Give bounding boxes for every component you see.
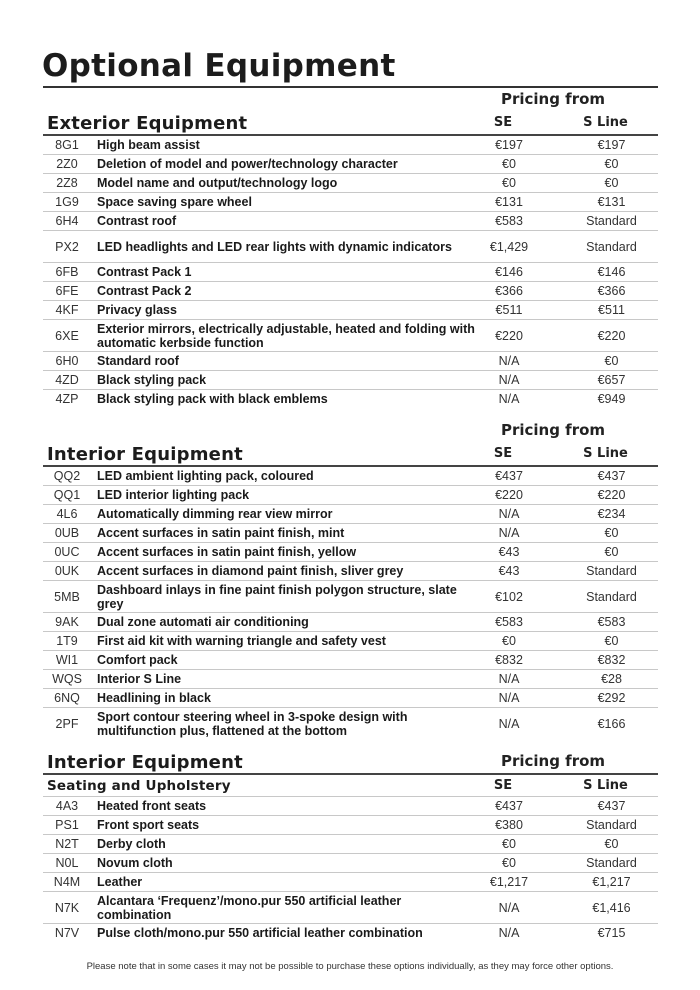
option-code: QQ1 xyxy=(53,488,81,502)
price-se: N/A xyxy=(498,507,520,521)
option-code: 4ZP xyxy=(55,392,79,406)
option-description: First aid kit with warning triangle and safety vest xyxy=(97,634,386,648)
table-row xyxy=(43,562,658,581)
option-description: Headlining in black xyxy=(97,691,211,705)
option-code: N7V xyxy=(54,926,80,940)
option-code: 6XE xyxy=(55,328,79,343)
table-row xyxy=(43,708,658,739)
price-se: €583 xyxy=(495,615,523,629)
equipment-table xyxy=(43,136,658,408)
section-header xyxy=(43,88,658,134)
price-s-line: €437 xyxy=(597,799,626,813)
option-description: Interior S Line xyxy=(97,672,182,686)
option-code: 5MB xyxy=(54,589,80,604)
pricing-from-label: Pricing from xyxy=(500,90,606,108)
price-se: €1,217 xyxy=(489,875,529,889)
table-row xyxy=(43,155,658,174)
option-code: 8G1 xyxy=(55,138,79,152)
option-description: LED headlights and LED rear lights with dynamic indicators xyxy=(97,239,452,254)
interior-equipment-section xyxy=(43,419,658,739)
option-code: N2T xyxy=(55,837,79,851)
option-code: N0L xyxy=(55,856,79,870)
option-code: 4L6 xyxy=(56,507,78,521)
price-s-line: €166 xyxy=(597,716,626,731)
table-row xyxy=(43,581,658,613)
option-description: Leather xyxy=(97,875,143,889)
price-se: €0 xyxy=(502,157,516,171)
option-code: 6FB xyxy=(55,265,79,279)
price-se: €832 xyxy=(495,653,523,667)
option-description: High beam assist xyxy=(97,138,200,152)
option-description: Space saving spare wheel xyxy=(97,195,252,209)
section-subtitle: Seating and Upholstery xyxy=(47,778,231,794)
price-s-line: €511 xyxy=(598,303,625,317)
table-row xyxy=(43,467,658,486)
table-row xyxy=(43,390,658,408)
price-s-line: Standard xyxy=(586,589,637,604)
option-description: Privacy glass xyxy=(97,303,177,317)
option-code: 0UB xyxy=(54,526,80,540)
option-description: Exterior mirrors, electrically adjustable, heated and folding with automatic kerbside function xyxy=(97,321,475,350)
price-s-line: €0 xyxy=(604,837,619,851)
option-description: Alcantara ‘Frequenz’/mono.pur 550 artificial leather combination xyxy=(97,893,402,922)
price-se: €583 xyxy=(495,214,523,228)
option-code: 6NQ xyxy=(54,691,80,705)
table-row xyxy=(43,282,658,301)
option-description: Dashboard inlays in fine paint finish polygon structure, slate grey xyxy=(97,582,457,611)
column-header-se: SE xyxy=(493,778,513,793)
price-se: €43 xyxy=(498,564,520,578)
price-se: €197 xyxy=(495,138,523,152)
option-code: PX2 xyxy=(55,239,79,254)
table-row xyxy=(43,371,658,390)
price-s-line: €234 xyxy=(597,507,626,521)
price-se: €131 xyxy=(495,195,523,209)
table-row xyxy=(43,524,658,543)
option-description: Novum cloth xyxy=(97,856,173,870)
pricing-from-label: Pricing from xyxy=(500,421,606,439)
price-s-line: Standard xyxy=(586,856,637,870)
pricing-from-label: Pricing from xyxy=(500,752,606,770)
price-s-line: Standard xyxy=(586,214,637,228)
price-s-line: €0 xyxy=(604,354,619,368)
column-header-s-line: S Line xyxy=(583,115,628,130)
table-row xyxy=(43,231,658,263)
table-row xyxy=(43,352,658,371)
price-se: N/A xyxy=(498,526,520,540)
option-code: WQS xyxy=(52,672,82,686)
price-se: N/A xyxy=(498,691,520,705)
price-se: €102 xyxy=(495,589,523,604)
price-se: €437 xyxy=(495,469,523,483)
price-s-line: €715 xyxy=(597,926,626,940)
price-s-line: €1,217 xyxy=(592,875,631,889)
price-se: €366 xyxy=(495,284,523,298)
option-code: 1G9 xyxy=(55,195,79,209)
table-row xyxy=(43,136,658,155)
option-code: 6H4 xyxy=(55,214,79,228)
option-code: WI1 xyxy=(55,653,79,667)
price-se: €0 xyxy=(502,634,516,648)
table-row xyxy=(43,212,658,231)
option-description: Front sport seats xyxy=(97,818,200,832)
option-description: Accent surfaces in satin paint finish, yellow xyxy=(97,545,357,559)
option-description: Heated front seats xyxy=(97,799,207,813)
table-row xyxy=(43,263,658,282)
price-s-line: €220 xyxy=(597,488,626,502)
price-se: €0 xyxy=(502,176,516,190)
table-row xyxy=(43,892,658,924)
price-s-line: €28 xyxy=(601,672,622,686)
table-row xyxy=(43,543,658,562)
option-code: 2Z8 xyxy=(56,176,78,190)
footnote: Please note that in some cases it may not be possible to purchase these options individually, as they may force other options. xyxy=(86,961,614,972)
price-se: N/A xyxy=(498,373,520,387)
price-se: €220 xyxy=(495,488,523,502)
option-description: Standard roof xyxy=(97,354,179,368)
table-row xyxy=(43,854,658,873)
price-s-line: €220 xyxy=(597,328,626,343)
column-header-s-line: S Line xyxy=(583,446,628,461)
option-description: Contrast Pack 2 xyxy=(97,284,192,298)
price-s-line: Standard xyxy=(586,818,637,832)
price-s-line: €0 xyxy=(604,634,619,648)
price-se: €1,429 xyxy=(489,239,529,254)
option-description: Deletion of model and power/technology character xyxy=(97,157,398,171)
price-s-line: €583 xyxy=(597,615,626,629)
table-row xyxy=(43,816,658,835)
table-row xyxy=(43,924,658,942)
option-description: Contrast Pack 1 xyxy=(97,265,192,279)
option-code: 4ZD xyxy=(55,373,79,387)
price-s-line: €0 xyxy=(604,176,619,190)
table-row xyxy=(43,320,658,352)
column-header-s-line: S Line xyxy=(583,778,628,793)
price-s-line: €657 xyxy=(597,373,626,387)
table-row xyxy=(43,174,658,193)
option-code: 1T9 xyxy=(56,634,78,648)
seating-upholstery-section xyxy=(43,752,658,942)
option-description: Comfort pack xyxy=(97,653,178,667)
table-row xyxy=(43,670,658,689)
price-s-line: €949 xyxy=(597,392,626,406)
option-description: Contrast roof xyxy=(97,214,177,228)
table-row xyxy=(43,651,658,670)
price-s-line: €832 xyxy=(597,653,626,667)
table-row xyxy=(43,486,658,505)
price-s-line: €0 xyxy=(604,157,619,171)
price-s-line: €292 xyxy=(597,691,626,705)
price-se: N/A xyxy=(498,716,520,731)
price-s-line: €437 xyxy=(597,469,626,483)
table-row xyxy=(43,689,658,708)
section-title: Interior Equipment xyxy=(47,444,243,465)
option-description: Model name and output/technology logo xyxy=(97,176,338,190)
section-subheader xyxy=(43,775,658,796)
section-title: Interior Equipment xyxy=(47,752,243,773)
option-code: 0UK xyxy=(54,564,80,578)
table-row xyxy=(43,505,658,524)
price-se: €43 xyxy=(498,545,520,559)
option-description: Sport contour steering wheel in 3-spoke design with multifunction plus, flattened at the bottom xyxy=(97,709,408,738)
price-se: N/A xyxy=(498,672,520,686)
table-row xyxy=(43,632,658,651)
option-code: 2PF xyxy=(55,716,79,731)
option-description: Pulse cloth/mono.pur 550 artificial leather combination xyxy=(97,926,423,940)
page-title: Optional Equipment xyxy=(42,48,396,84)
option-description: LED interior lighting pack xyxy=(97,488,250,502)
section-header-top xyxy=(43,752,658,773)
option-code: QQ2 xyxy=(53,469,81,483)
price-se: N/A xyxy=(498,926,520,940)
table-row xyxy=(43,193,658,212)
option-code: 4KF xyxy=(55,303,79,317)
option-code: N7K xyxy=(54,900,80,915)
section-header xyxy=(43,419,658,465)
table-row xyxy=(43,873,658,892)
price-s-line: €0 xyxy=(604,545,619,559)
price-s-line: €146 xyxy=(597,265,626,279)
price-se: N/A xyxy=(498,354,520,368)
option-description: Black styling pack xyxy=(97,373,207,387)
price-se: €0 xyxy=(502,837,516,851)
table-row xyxy=(43,613,658,632)
section-title: Exterior Equipment xyxy=(47,113,248,134)
price-s-line: €1,416 xyxy=(592,900,631,915)
option-code: 6FE xyxy=(55,284,79,298)
option-code: 0UC xyxy=(54,545,80,559)
price-se: €380 xyxy=(495,818,523,832)
equipment-table xyxy=(43,467,658,739)
column-header-se: SE xyxy=(493,115,513,130)
option-code: PS1 xyxy=(55,818,79,832)
option-code: 9AK xyxy=(55,615,79,629)
price-s-line: €366 xyxy=(597,284,626,298)
option-code: 2Z0 xyxy=(56,157,78,171)
price-se: €220 xyxy=(495,328,523,343)
option-description: Black styling pack with black emblems xyxy=(97,392,328,406)
option-code: 4A3 xyxy=(55,799,79,813)
price-se: €0 xyxy=(502,856,516,870)
option-description: Automatically dimming rear view mirror xyxy=(97,507,333,521)
price-s-line: Standard xyxy=(586,239,637,254)
column-header-se: SE xyxy=(493,446,513,461)
price-s-line: €197 xyxy=(597,138,626,152)
price-s-line: Standard xyxy=(586,564,637,578)
option-description: Accent surfaces in satin paint finish, mint xyxy=(97,526,345,540)
price-se: €146 xyxy=(495,265,523,279)
option-description: Dual zone automati air conditioning xyxy=(97,615,309,629)
option-description: Derby cloth xyxy=(97,837,166,851)
table-row xyxy=(43,835,658,854)
price-se: €437 xyxy=(495,799,523,813)
equipment-table xyxy=(43,797,658,942)
option-description: LED ambient lighting pack, coloured xyxy=(97,469,314,483)
table-row xyxy=(43,797,658,816)
table-row xyxy=(43,301,658,320)
price-s-line: €131 xyxy=(597,195,626,209)
price-se: €511 xyxy=(495,303,523,317)
exterior-equipment-section xyxy=(43,88,658,408)
price-se: N/A xyxy=(498,900,520,915)
price-se: N/A xyxy=(498,392,520,406)
option-description: Accent surfaces in diamond paint finish, sliver grey xyxy=(97,564,404,578)
price-s-line: €0 xyxy=(604,526,619,540)
option-code: 6H0 xyxy=(55,354,79,368)
option-code: N4M xyxy=(53,875,81,889)
